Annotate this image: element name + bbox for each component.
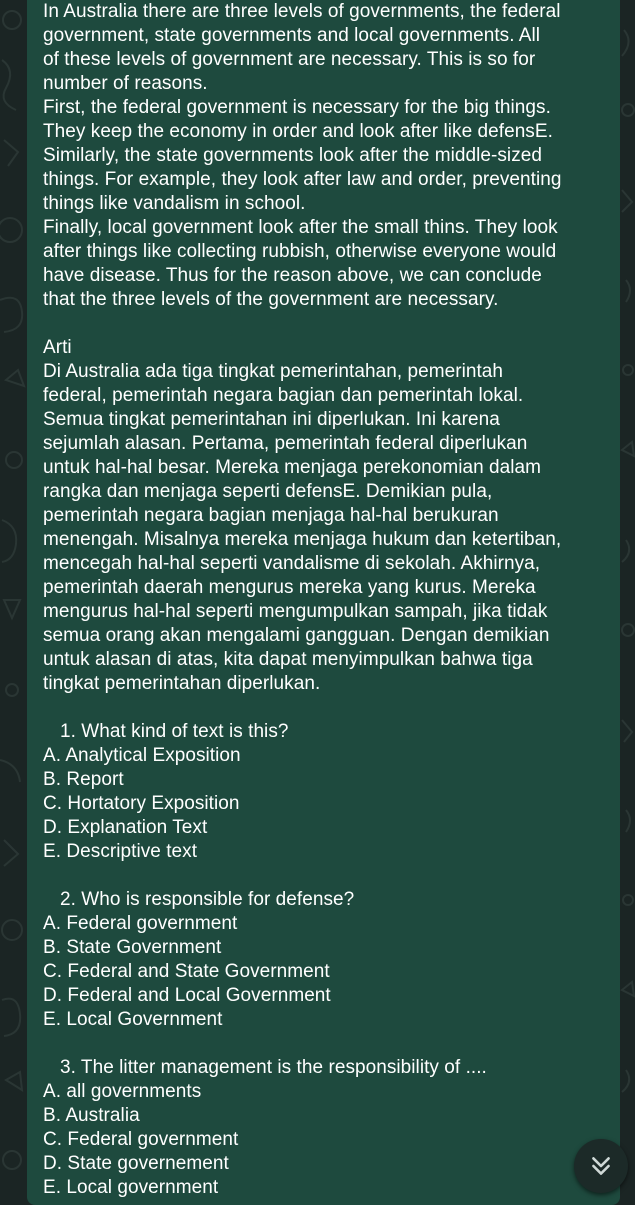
message-bubble[interactable] [27, 0, 620, 1205]
option: E. Local government [43, 1177, 219, 1198]
message-line: sejumlah alasan. Pertama, pemerintah federal diperlukan [43, 433, 528, 454]
translation-label: Arti [43, 337, 72, 358]
message-line: Di Australia ada tiga tingkat pemerintahan, pemerintah [43, 361, 504, 382]
blank-line [43, 1032, 606, 1056]
message-line: things. For example, they look after law and order, preventing [43, 169, 562, 190]
option: C. Federal and State Government [43, 961, 330, 982]
double-chevron-down-icon [588, 1153, 614, 1179]
message-line: mengurus hal-hal seperti mengumpulkan sampah, jika tidak [43, 601, 548, 622]
option: E. Local Government [43, 1009, 223, 1030]
question-1: 1. What kind of text is this? [60, 721, 289, 742]
option: C. Hortatory Exposition [43, 793, 240, 814]
message-line: after things like collecting rubbish, otherwise everyone would [43, 241, 557, 262]
message-line: that the three levels of the government are necessary. [43, 289, 499, 310]
message-line: government, state governments and local governments. All [43, 25, 541, 46]
message-line: number of reasons. [43, 73, 208, 94]
option: A. Federal government [43, 913, 238, 934]
message-line: Similarly, the state governments look after the middle-sized [43, 145, 542, 166]
message-text [43, 0, 606, 1200]
question-2: 2. Who is responsible for defense? [60, 889, 355, 910]
option: D. Federal and Local Government [43, 985, 331, 1006]
message-line: tingkat pemerintahan diperlukan. [43, 673, 321, 694]
option: D. Explanation Text [43, 817, 208, 838]
message-line: First, the federal government is necessary for the big things. [43, 97, 551, 118]
message-line: pemerintah negara bagian menjaga hal-hal berukuran [43, 505, 499, 526]
message-line: Finally, local government look after the small thins. They look [43, 217, 558, 238]
message-line: Semua tingkat pemerintahan ini diperlukan. Ini karena [43, 409, 500, 430]
message-line: of these levels of government are necessary. This is so for [43, 49, 536, 70]
message-line: have disease. Thus for the reason above, we can conclude [43, 265, 542, 286]
message-line: semua orang akan mengalami gangguan. Dengan demikian [43, 625, 550, 646]
message-line: untuk alasan di atas, kita dapat menyimpulkan bahwa tiga [43, 649, 533, 670]
option: B. Report [43, 769, 124, 790]
option: B. Australia [43, 1105, 140, 1126]
blank-line [43, 312, 606, 336]
message-line: things like vandalism in school. [43, 193, 306, 214]
option: A. Analytical Exposition [43, 745, 241, 766]
question-3: 3. The litter management is the responsibility of .... [60, 1057, 487, 1078]
scroll-to-bottom-button[interactable] [574, 1139, 628, 1193]
message-line: In Australia there are three levels of governments, the federal [43, 1, 561, 22]
message-line: rangka dan menjaga seperti defensE. Demikian pula, [43, 481, 493, 502]
option: C. Federal government [43, 1129, 239, 1150]
blank-line [43, 864, 606, 888]
message-line: federal, pemerintah negara bagian dan pemerintah lokal. [43, 385, 524, 406]
option: D. State governement [43, 1153, 229, 1174]
message-line: pemerintah daerah mengurus mereka yang kurus. Mereka [43, 577, 536, 598]
option: A. all governments [43, 1081, 202, 1102]
blank-line [43, 696, 606, 720]
message-line: mencegah hal-hal seperti vandalisme di sekolah. Akhirnya, [43, 553, 541, 574]
option: E. Descriptive text [43, 841, 198, 862]
message-line: untuk hal-hal besar. Mereka menjaga perekonomian dalam [43, 457, 542, 478]
message-line: menengah. Misalnya mereka menjaga hukum dan ketertiban, [43, 529, 562, 550]
option: B. State Government [43, 937, 222, 958]
message-line: They keep the economy in order and look after like defensE. [43, 121, 553, 142]
